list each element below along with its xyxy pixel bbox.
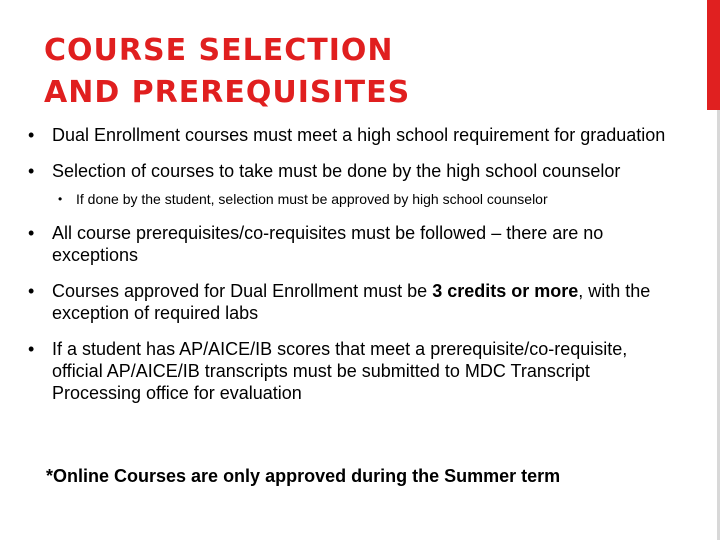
bullet-item-transcripts	[28, 338, 678, 404]
red-accent-bar	[707, 0, 720, 110]
sub-bullet-list	[52, 190, 678, 208]
bullet-item-graduation	[28, 124, 678, 146]
slide-content	[28, 124, 678, 418]
bullet-text-before: Courses approved for Dual Enrollment must be	[52, 281, 433, 301]
bullet-item-credits	[28, 280, 678, 324]
bullet-dot-icon: •	[28, 339, 35, 359]
bullet-list	[28, 124, 678, 404]
bullet-dot-icon: •	[28, 161, 35, 181]
sub-bullet-text: If done by the student, selection must be approved by high school counselor	[76, 191, 548, 207]
bullet-text-after: , with the exception of required labs	[52, 281, 651, 323]
bullet-item-counselor	[28, 160, 678, 208]
bullet-text-bold: 3 credits or more	[432, 281, 579, 301]
online-courses-note: *Online Courses are only approved during the Summer term	[46, 466, 561, 486]
bullet-text: If a student has AP/AICE/IB scores that meet a prerequisite/co-requisite, official AP/AICE/IB transcripts must be submitted to MDC Transcript Processing office for evaluation	[52, 339, 628, 403]
title-line-2: AND PREREQUISITES	[44, 75, 411, 110]
sub-bullet-item	[58, 190, 678, 208]
bullet-text: All course prerequisites/co-requisites must be followed – there are no exceptions	[52, 223, 604, 265]
bullet-text: Dual Enrollment courses must meet a high school requirement for graduation	[52, 125, 666, 145]
slide-title	[44, 30, 410, 114]
bullet-text: Selection of courses to take must be done by the high school counselor	[52, 161, 621, 181]
bullet-dot-icon: •	[28, 125, 35, 145]
bullet-item-prerequisites	[28, 222, 678, 266]
title-line-1: COURSE SELECTION	[44, 33, 394, 68]
sub-bullet-dot-icon: •	[58, 192, 63, 206]
bullet-dot-icon: •	[28, 281, 35, 301]
bullet-dot-icon: •	[28, 223, 35, 243]
